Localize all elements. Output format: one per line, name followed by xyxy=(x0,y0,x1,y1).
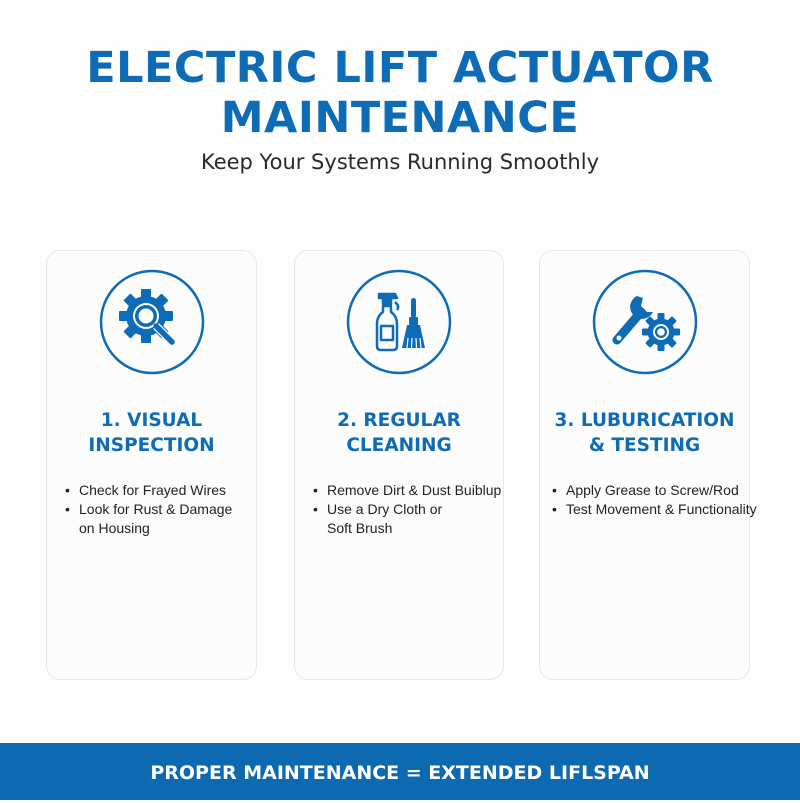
page-title-line1: ELECTRIC LIFT ACTUATOR xyxy=(86,43,714,93)
bullet-item: • Test Movement & Functionality xyxy=(552,500,769,519)
bullet-item: • Check for Frayed Wires xyxy=(65,481,276,500)
bullet-item: • Apply Grease to Screw/Rod xyxy=(552,481,769,500)
card-title: 3. LUBURICATION & TESTING xyxy=(554,410,735,456)
card-title: 1. VISUAL INSPECTION xyxy=(88,410,215,456)
wrench-gear-icon xyxy=(591,268,699,376)
bullet-list xyxy=(65,481,276,538)
card-visual-inspection xyxy=(46,250,257,680)
bullet-item-continuation: on Housing xyxy=(79,520,150,536)
card-regular-cleaning xyxy=(294,250,504,680)
bullet-item: • Use a Dry Cloth or xyxy=(313,500,523,519)
bullet-list xyxy=(552,481,769,519)
card-lubrication-testing xyxy=(539,250,757,680)
footer-banner: PROPER MAINTENANCE = EXTENDED LIFLSPAN xyxy=(0,743,800,800)
bullet-item: • Look for Rust & Damage xyxy=(65,500,276,519)
spray-bottle-brush-icon xyxy=(345,268,453,376)
page-title-line2: MAINTENANCE xyxy=(220,93,580,143)
card-title: 2. REGULAR CLEANING xyxy=(337,410,461,456)
page-subtitle: Keep Your Systems Running Smoothly xyxy=(200,150,599,174)
bullet-list xyxy=(313,481,523,538)
bullet-item: • Remove Dirt & Dust Buiblup xyxy=(313,481,523,500)
gear-magnifier-icon xyxy=(98,268,206,376)
bullet-item-continuation: Soft Brush xyxy=(327,520,393,536)
